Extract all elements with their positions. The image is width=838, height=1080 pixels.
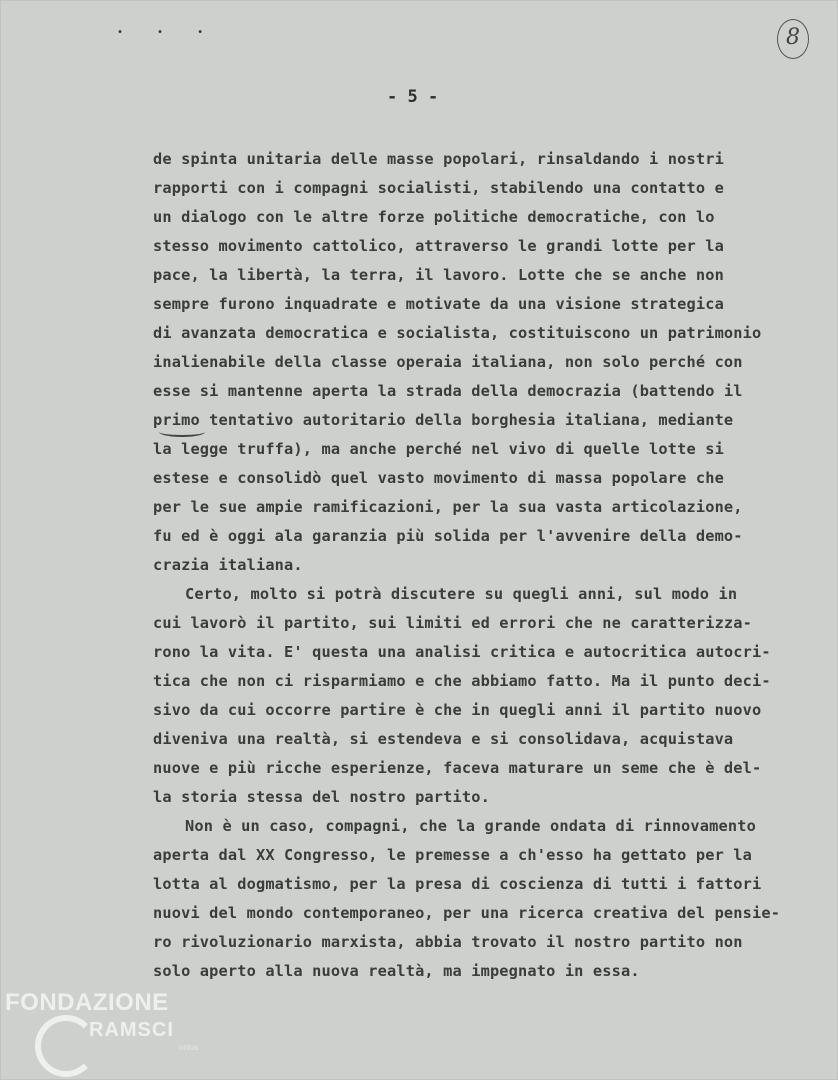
text-line: diveniva una realtà, si estendeva e si consolidava, acquistava xyxy=(153,730,734,748)
watermark-line1: FONDAZIONE xyxy=(5,989,169,1016)
text-line: crazia italiana. xyxy=(153,556,303,574)
text-line: nuovi del mondo contemporaneo, per una ricerca creativa del pensie- xyxy=(153,904,781,922)
text-line: esse si mantenne aperta la strada della democrazia (battendo il xyxy=(153,382,743,400)
fondazione-gramsci-watermark xyxy=(5,987,225,1077)
text-line: de spinta unitaria delle masse popolari, rinsaldando i nostri xyxy=(153,150,724,168)
watermark-line2: RAMSCI xyxy=(89,1019,174,1041)
typewritten-body xyxy=(153,145,813,986)
watermark-g-logo-icon xyxy=(35,1015,97,1077)
text-line: per le sue ampie ramificazioni, per la sua vasta articolazione, xyxy=(153,498,743,516)
text-line: tica che non ci risparmiamo e che abbiamo fatto. Ma il punto deci- xyxy=(153,672,771,690)
text-line: sivo da cui occorre partire è che in quegli anni il partito nuovo xyxy=(153,701,762,719)
text-line: Certo, molto si potrà discutere su quegli anni, sul modo in xyxy=(185,585,738,603)
text-line: un dialogo con le altre forze politiche democratiche, con lo xyxy=(153,208,715,226)
text-line: nuove e più ricche esperienze, faceva maturare un seme che è del- xyxy=(153,759,762,777)
text-line: la storia stessa del nostro partito. xyxy=(153,788,490,806)
text-line: stesso movimento cattolico, attraverso le grandi lotte per la xyxy=(153,237,724,255)
page-number: - 5 - xyxy=(387,87,439,107)
watermark-sub: onlus xyxy=(179,1043,199,1052)
text-line: cui lavorò il partito, sui limiti ed errori che ne caratterizza- xyxy=(153,614,753,632)
text-line: lotta al dogmatismo, per la presa di coscienza di tutti i fattori xyxy=(153,875,762,893)
text-line: rono la vita. E' questa una analisi critica e autocritica autocri- xyxy=(153,643,771,661)
text-line: primo tentativo autoritario della borghesia italiana, mediante xyxy=(153,411,734,429)
handwritten-page-annotation: 8 xyxy=(777,19,809,59)
text-line: di avanzata democratica e socialista, costituiscono un patrimonio xyxy=(153,324,762,342)
text-line: pace, la libertà, la terra, il lavoro. Lotte che se anche non xyxy=(153,266,724,284)
text-line: ro rivoluzionario marxista, abbia trovato il nostro partito non xyxy=(153,933,743,951)
text-line: sempre furono inquadrate e motivate da una visione strategica xyxy=(153,295,724,313)
text-line: inalienabile della classe operaia italiana, non solo perché con xyxy=(153,353,743,371)
text-line: fu ed è oggi ala garanzia più solida per l'avvenire della demo- xyxy=(153,527,743,545)
text-line: solo aperto alla nuova realtà, ma impegnato in essa. xyxy=(153,962,640,980)
text-line: aperta dal XX Congresso, le premesse a ch'esso ha gettato per la xyxy=(153,846,753,864)
text-line: la legge truffa), ma anche perché nel vivo di quelle lotte si xyxy=(153,440,724,458)
text-line: Non è un caso, compagni, che la grande ondata di rinnovamento xyxy=(185,817,756,835)
text-line: rapporti con i compagni socialisti, stabilendo una contatto e xyxy=(153,179,724,197)
handwritten-underline-mark xyxy=(159,427,205,437)
text-line: estese e consolidò quel vasto movimento di massa popolare che xyxy=(153,469,724,487)
scan-specks: • • • xyxy=(117,27,218,38)
